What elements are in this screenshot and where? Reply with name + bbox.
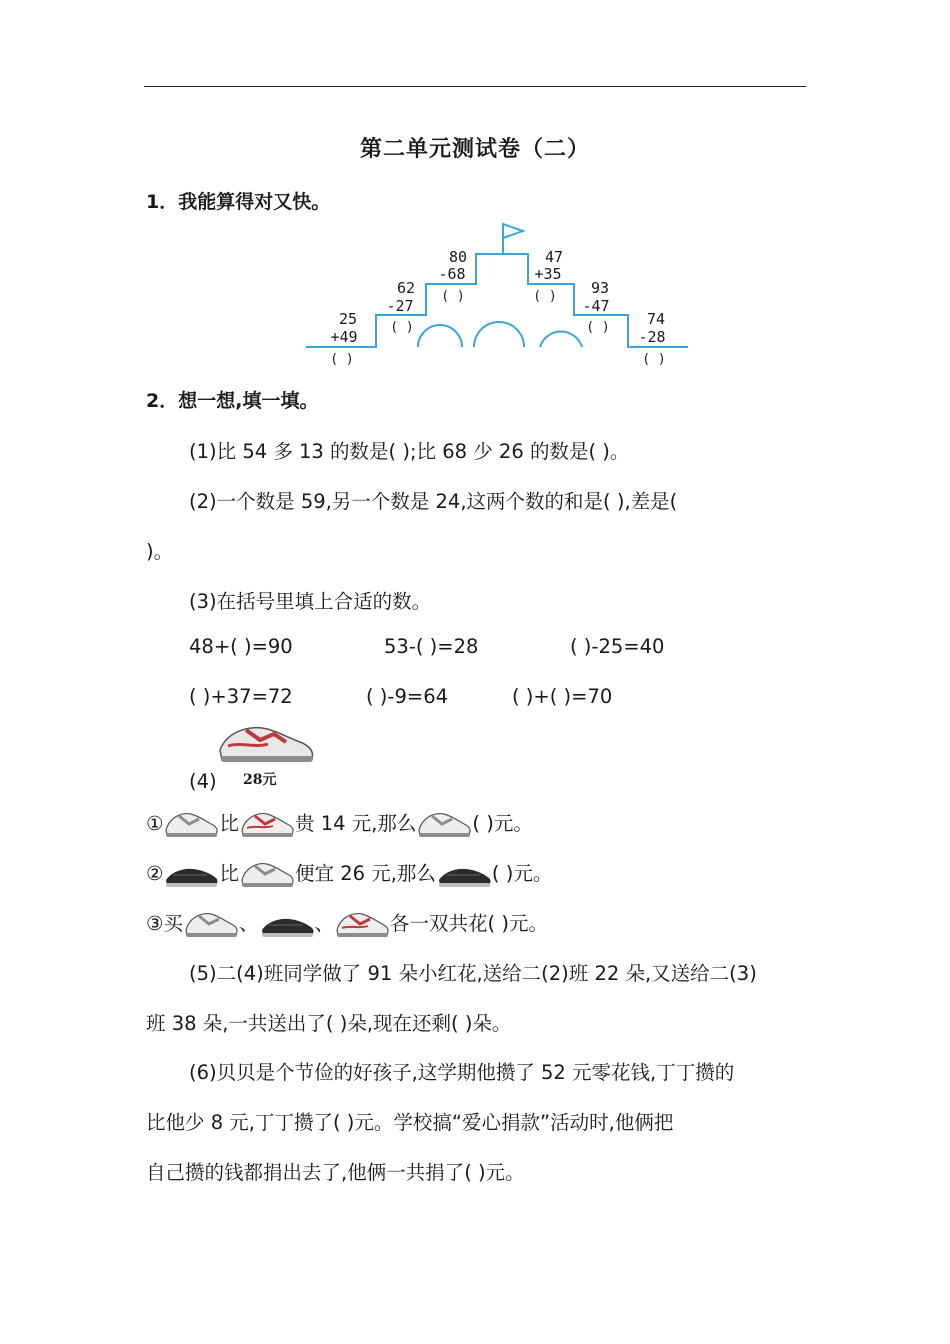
q1-heading: 1．我能算得对又快。 bbox=[146, 191, 331, 213]
q2-p3: (3)在括号里填上合适的数。 bbox=[189, 590, 432, 613]
problem-5-bottom: -47 bbox=[582, 297, 610, 315]
equation-3: ( )-25=40 bbox=[570, 635, 665, 658]
problem-5-answer: ( ) bbox=[586, 320, 610, 335]
sub-3-sep-2: 、 bbox=[314, 912, 335, 935]
sub-question-1 bbox=[146, 808, 533, 840]
q2-p4-label: (4) bbox=[189, 770, 217, 793]
castle-diagram bbox=[300, 218, 692, 370]
problem-1-top: 25 bbox=[338, 310, 358, 328]
red-sneaker-icon bbox=[239, 810, 295, 840]
equation-6: ( )+( )=70 bbox=[512, 685, 613, 708]
problem-6-top: 74 bbox=[646, 310, 666, 328]
sub-2-text-a: 比 bbox=[219, 862, 239, 885]
q2-p1: (1)比 54 多 13 的数是( );比 68 少 26 的数是( )。 bbox=[189, 440, 630, 463]
problem-5-top: 93 bbox=[590, 279, 610, 297]
sub-3-text-a: 买 bbox=[163, 912, 183, 935]
sub-2-text-c: ( )元。 bbox=[491, 862, 553, 885]
q2-p6a: (6)贝贝是个节俭的好孩子,这学期他攒了 52 元零花钱,丁丁攒的 bbox=[189, 1061, 735, 1084]
problem-2-top: 62 bbox=[396, 279, 416, 297]
flag-icon bbox=[503, 224, 523, 254]
gray-sneaker-icon bbox=[416, 810, 472, 840]
q2-heading: 2．想一想,填一填。 bbox=[146, 390, 319, 412]
sub-2-text-b: 便宜 26 元,那么 bbox=[295, 862, 436, 885]
problem-2-bottom: -27 bbox=[386, 297, 414, 315]
price-label: 28元 bbox=[243, 772, 277, 788]
problem-4-bottom: +35 bbox=[534, 265, 562, 283]
black-shoe-icon bbox=[259, 910, 315, 940]
problem-1-bottom: +49 bbox=[330, 328, 358, 346]
marker-2: ② bbox=[146, 862, 164, 885]
sub-1-text-a: 比 bbox=[219, 812, 239, 835]
problem-4-top: 47 bbox=[544, 248, 564, 266]
q2-p6b: 比他少 8 元,丁丁攒了( )元。学校搞“爱心捐款”活动时,他俩把 bbox=[146, 1111, 674, 1134]
sub-question-2 bbox=[146, 858, 552, 890]
problem-6-bottom: -28 bbox=[638, 328, 666, 346]
sub-1-text-c: ( )元。 bbox=[472, 812, 533, 835]
red-sneaker-icon bbox=[216, 720, 316, 768]
problem-3-bottom: -68 bbox=[438, 265, 466, 283]
q2-p5a: (5)二(4)班同学做了 91 朵小红花,送给二(2)班 22 朵,又送给二(3) bbox=[189, 962, 757, 985]
q2-p5b: 班 38 朵,一共送出了( )朵,现在还剩( )朵。 bbox=[146, 1012, 512, 1035]
page-title: 第二单元测试卷（二） bbox=[359, 136, 590, 162]
red-sneaker-icon bbox=[334, 910, 390, 940]
black-shoe-icon bbox=[163, 860, 219, 890]
q2-p2a: (2)一个数是 59,另一个数是 24,这两个数的和是( ),差是( bbox=[189, 490, 678, 513]
problem-6-answer: ( ) bbox=[642, 352, 666, 367]
sub-3-text-b: 各一双共花( )元。 bbox=[390, 912, 548, 935]
equation-1: 48+( )=90 bbox=[189, 635, 293, 658]
q2-p2b: )。 bbox=[146, 540, 174, 563]
equation-5: ( )-9=64 bbox=[366, 685, 449, 708]
q2-p6c: 自己攒的钱都捐出去了,他俩一共捐了( )元。 bbox=[146, 1161, 525, 1184]
problem-3-answer: ( ) bbox=[441, 289, 465, 304]
gray-sneaker-icon bbox=[163, 810, 219, 840]
marker-1: ① bbox=[146, 812, 164, 835]
marker-3: ③ bbox=[146, 912, 164, 935]
problem-1-answer: ( ) bbox=[330, 352, 354, 367]
sub-question-3 bbox=[146, 908, 548, 940]
problem-4-answer: ( ) bbox=[533, 289, 557, 304]
sub-1-text-b: 贵 14 元,那么 bbox=[295, 812, 417, 835]
problem-2-answer: ( ) bbox=[390, 320, 414, 335]
equation-4: ( )+37=72 bbox=[189, 685, 293, 708]
gray-sneaker-icon bbox=[239, 860, 295, 890]
sub-3-sep-1: 、 bbox=[239, 912, 259, 935]
top-rule bbox=[144, 86, 806, 87]
problem-3-top: 80 bbox=[448, 248, 468, 266]
equation-2: 53-( )=28 bbox=[384, 635, 479, 658]
gray-sneaker-icon bbox=[183, 910, 239, 940]
black-shoe-icon bbox=[436, 860, 492, 890]
